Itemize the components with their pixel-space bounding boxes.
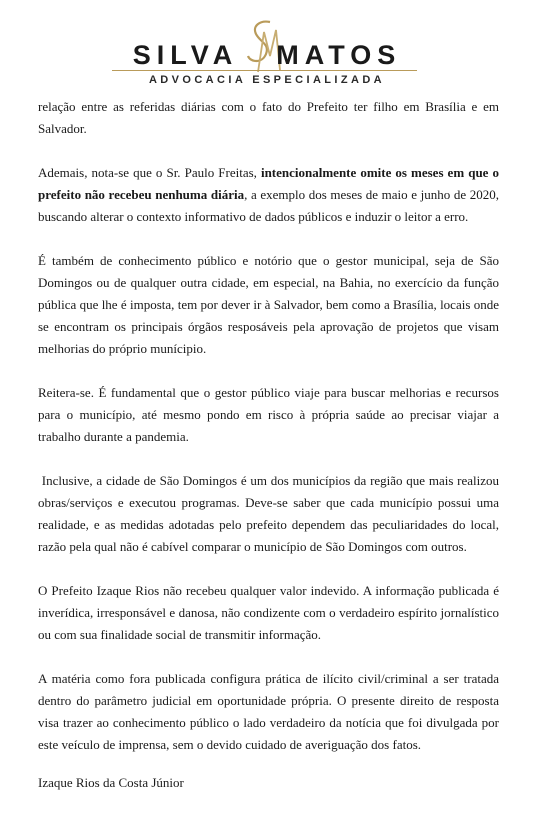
paragraph-5: Inclusive, a cidade de São Domingos é um dos municípios da região que mais realizou obras/serviços e executou programas. Deve-se saber que cada município possui uma realidade, e as medidas adotadas pelo prefeito dependem das peculiaridades do local, razão pela qual não é cabível comparar o município de São Domingos com outros.	[38, 473, 503, 554]
paragraph-2-emphasis: intencionalmente omite os meses em que o prefeito não recebeu nenhuma diária	[38, 165, 499, 202]
letterhead	[0, 0, 534, 100]
paragraph-7: A matéria como fora publicada configura prática de ilícito civil/criminal a ser tratada dentro do parâmetro judicial em oportunidade própria. O presente direito de resposta visa trazer ao conhecimento público o lado verdadeiro da notícia que foi divulgada por este veículo de imprensa, sem o devido cuidado de averiguação dos fatos.	[38, 671, 499, 752]
signature-name: Izaque Rios da Costa Júnior	[38, 775, 184, 790]
header-rule	[112, 70, 417, 71]
brand-right: MATOS	[276, 40, 402, 70]
letter-body	[38, 96, 503, 756]
paragraph-3: É também de conhecimento público e notório que o gestor municipal, seja de São Domingos ou de qualquer outra cidade, em especial, na Bahia, no exercício da função pública que lhe é imposta, tem por dever ir à Salvador, bem como a Brasília, locais onde se encontram os principais órgãos resposáveis pela aprovação de projetos que visam melhorias do próprio munícipio.	[38, 253, 499, 356]
paragraph-2	[38, 162, 499, 228]
brand-left: SILVA	[132, 40, 239, 70]
paragraph-4: Reitera-se. É fundamental que o gestor público viaje para buscar melhorias e recursos para o município, até mesmo pondo em risco à própria saúde ao precisar viajar a trabalho durante a pandemia.	[38, 385, 499, 444]
paragraph-6: O Prefeito Izaque Rios não recebeu qualquer valor indevido. A informação publicada é inverídica, irresponsável e danosa, não condizente com o verdadeiro espírito jornalístico ou com sua finalidade social de transmitir informação.	[38, 583, 499, 642]
brand-name	[0, 40, 534, 71]
tagline: ADVOCACIA ESPECIALIZADA	[148, 74, 386, 86]
paragraph-2-end: , a exemplo dos meses de maio e junho de 2020, buscando alterar o contexto informativo de dados públicos e induzir o leitor a erro.	[38, 187, 500, 224]
paragraph-1: relação entre as referidas diárias com o fato do Prefeito ter filho em Brasília e em Salvador.	[38, 99, 499, 136]
paragraph-2-start: Ademais, nota-se que o Sr. Paulo Freitas,	[38, 165, 261, 180]
